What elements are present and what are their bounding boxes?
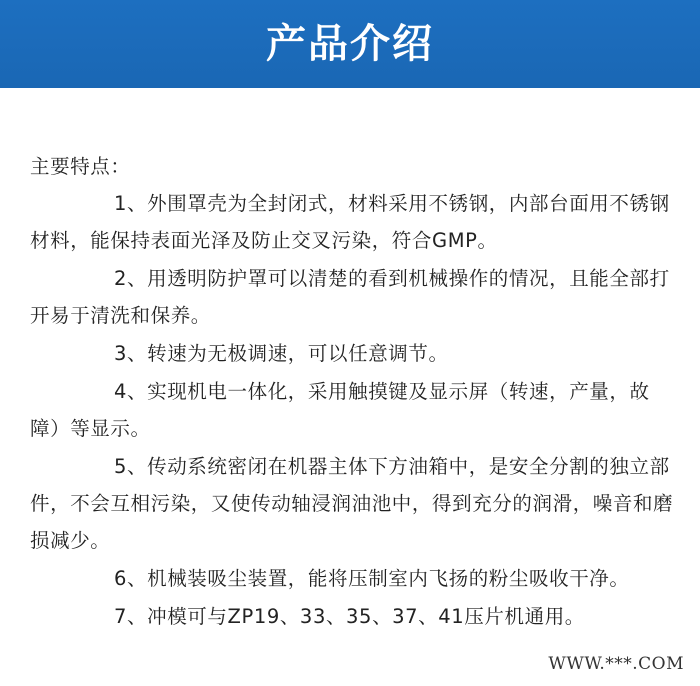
feature-item: 4、实现机电一体化，采用触摸键及显示屏（转速，产量，故障）等显示。 (30, 380, 650, 440)
watermark: WWW.***.COM (548, 654, 684, 674)
feature-item: 3、转速为无极调速，可以任意调节。 (114, 342, 449, 365)
feature-item: 5、传动系统密闭在机器主体下方油箱中，是安全分割的独立部件，不会互相污染，又使传动轴浸润油池中，得到充分的润滑，噪音和磨损减少。 (30, 455, 674, 552)
feature-item: 1、外围罩壳为全封闭式，材料采用不锈钢，内部台面用不锈钢材料，能保持表面光泽及防止交叉污染，符合GMP。 (30, 192, 670, 252)
feature-item: 2、用透明防护罩可以清楚的看到机械操作的情况，且能全部打开易于清洗和保养。 (30, 267, 670, 327)
feature-item: 7、冲模可与ZP19、33、35、37、41压片机通用。 (114, 605, 585, 628)
features-heading: 主要特点： (30, 155, 131, 178)
product-description (30, 148, 678, 636)
page-title: 产品介绍 (266, 20, 434, 67)
header-banner (0, 0, 700, 88)
feature-item: 6、机械装吸尘装置，能将压制室内飞扬的粉尘吸收干净。 (114, 567, 630, 590)
